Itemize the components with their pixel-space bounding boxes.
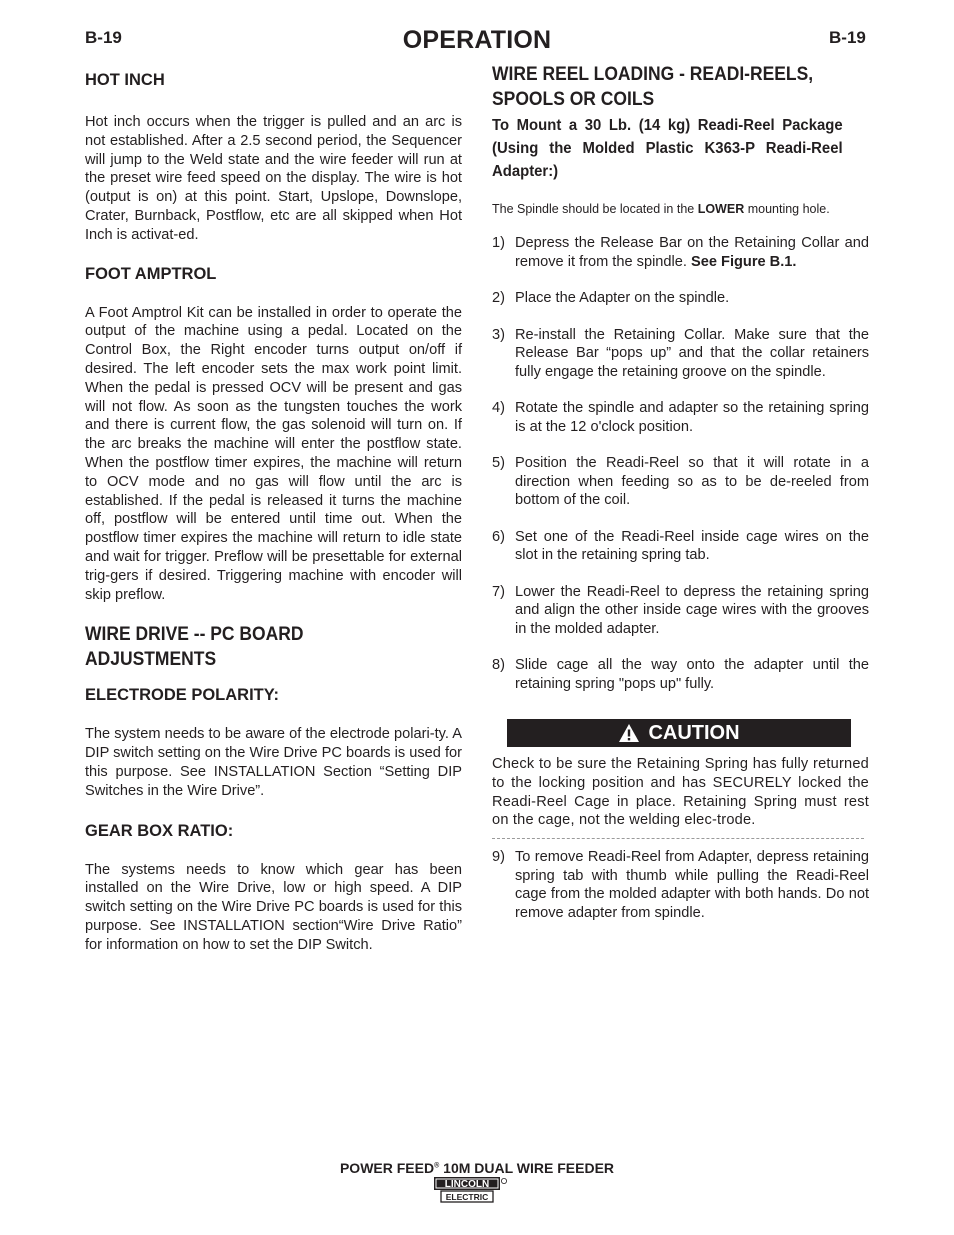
- foot-amptrol-heading: FOOT AMPTROL: [85, 264, 217, 283]
- list-item: [492, 234, 869, 271]
- product-name: POWER FEED: [339, 1160, 435, 1176]
- list-item: [492, 326, 869, 382]
- hot-inch-body: Hot inch occurs when the trigger is pulled and an arc is not established. After a 2.5 second period, the Sequencer will jump to the Weld state and the wire feeder will run at the preset wire feed speed on the display. The wire is hot (output is on) at this point. Start, Upslope, Downslope, Crater, Burnback, Postflow, etc are all skipped when Hot Inch is activat-ed.: [85, 114, 462, 243]
- step-list: [492, 234, 869, 693]
- list-item: [492, 289, 869, 308]
- list-item: [492, 454, 869, 510]
- step-number: 1): [492, 235, 505, 251]
- wire-reel-heading-line1: WIRE REEL LOADING - READI-REELS,: [492, 64, 814, 85]
- foot-amptrol-body: A Foot Amptrol Kit can be installed in order to operate the output of the machine using a pedal. Located on the Control Box, the Right encoder turns output on/off if desired. The left encoder sets the max work point limit. When the pedal is pressed OCV will be present and gas will not flow. As soon as the tungsten touches the work and there is current flow, the gas solenoid will turn on. If the arc breaks the machine will enter the postflow state. When the postflow timer expires, the machine will return to OCV mode and no gas will flow until the arc is established. If the pedal is released it turns the machine off, postflow will be entered until time out. When the postflow timer expires the machine will return to idle state and wait for trigger. Preflow will be presettable for external trig-gers if desired. Triggering machine with encoder will skip preflow.: [85, 304, 462, 603]
- spindle-note-end: mounting hole.: [744, 202, 830, 216]
- step-number: 8): [492, 657, 505, 673]
- figure-reference: See Figure B.1.: [691, 253, 797, 270]
- electrode-polarity-heading: ELECTRODE POLARITY:: [85, 686, 280, 705]
- page-number-right: B-19: [829, 28, 866, 47]
- step-text: Slide cage all the way onto the adapter until the retaining spring "pops up" fully.: [515, 657, 869, 692]
- step-body: Depress the Release Bar on the Retaining Collar and remove it from the spindle.: [515, 235, 869, 270]
- step-text: Lower the Readi-Reel to depress the retaining spring and align the other inside cage wires with the grooves in the molded adapter.: [515, 583, 869, 637]
- step-number: 3): [492, 326, 505, 343]
- svg-text:LINCOLN: LINCOLN: [444, 1179, 490, 1190]
- list-item: [492, 399, 869, 436]
- product-model: 10M DUAL WIRE FEEDER: [439, 1160, 615, 1176]
- footer-product-name: [0, 1160, 954, 1176]
- hot-inch-heading: HOT INCH: [85, 71, 165, 89]
- list-item: [492, 528, 869, 565]
- caution-banner: [507, 719, 851, 747]
- step-text: [515, 234, 869, 271]
- step-text: Set one of the Readi-Reel inside cage wires on the slot in the retaining spring tab.: [515, 528, 869, 563]
- left-column: [85, 66, 462, 955]
- page-title: OPERATION: [402, 26, 552, 54]
- step-text: Re-install the Retaining Collar. Make sure that the Release Bar “pops up” and that the collar retainers fully engage the retaining groove on the spindle.: [515, 326, 869, 380]
- spindle-note-emphasis: LOWER: [697, 202, 745, 216]
- step-text: Rotate the spindle and adapter so the retaining spring is at the 12 o'clock position.: [515, 400, 869, 435]
- caution-body: Check to be sure the Retaining Spring has fully returned to the locking position and has SECURELY locked the Readi-Reel Cage in place. Retaining Spring must rest on the cage, not the welding elec-trode.: [492, 756, 869, 829]
- step-number: 6): [492, 528, 505, 545]
- wire-reel-heading-line2: SPOOLS OR COILS: [492, 89, 655, 110]
- spindle-note: [492, 201, 869, 217]
- step-number: 9): [492, 849, 505, 866]
- gear-box-heading: GEAR BOX RATIO:: [85, 821, 234, 840]
- step-number: 5): [492, 455, 505, 471]
- readi-reel-subheading: To Mount a 30 Lb. (14 kg) Readi-Reel Package (Using the Molded Plastic K363-P Readi-Reel Adapter:): [492, 117, 843, 180]
- wire-drive-heading: WIRE DRIVE -- PC BOARD ADJUSTMENTS: [85, 624, 304, 671]
- step-number: 7): [492, 583, 505, 600]
- step-text: Position the Readi-Reel so that it will rotate in a direction when feeding so as to be de-reeled from bottom of the coil.: [515, 455, 869, 508]
- page-number-left: B-19: [85, 28, 122, 47]
- spindle-note-text: The Spindle should be located in the: [492, 202, 698, 216]
- logo-icon: [433, 1176, 509, 1204]
- lincoln-electric-logo: [433, 1176, 509, 1204]
- list-item: [492, 656, 869, 693]
- step-text: Place the Adapter on the spindle.: [515, 290, 730, 306]
- right-column: [492, 62, 869, 922]
- registered-mark: ®: [434, 1162, 440, 1170]
- list-item: [492, 848, 869, 922]
- gear-box-body: The systems needs to know which gear has been installed on the Wire Drive, low or high speed. A DIP switch setting on the Wire Drive PC boards is used for this purpose. See INSTALLATION section“Wire Drive Ratio” for information on how to set the DIP Switch.: [85, 861, 462, 953]
- svg-text:ELECTRIC: ELECTRIC: [445, 1192, 489, 1202]
- list-item: [492, 583, 869, 639]
- warning-triangle-icon: [618, 723, 640, 743]
- step-text: To remove Readi-Reel from Adapter, depress retaining spring tab with thumb while pulling the Readi-Reel cage from the molded adapter with both hands. Do not remove adapter from spindle.: [515, 849, 869, 921]
- step-number: 4): [492, 400, 505, 416]
- step-number: 2): [492, 290, 505, 306]
- caution-label: CAUTION: [648, 721, 740, 744]
- electrode-polarity-body: The system needs to be aware of the electrode polari-ty. A DIP switch setting on the Wire Drive PC boards is used for this purpose. See INSTALLATION Section “Setting DIP Switches in the Wire Drive”.: [85, 726, 462, 799]
